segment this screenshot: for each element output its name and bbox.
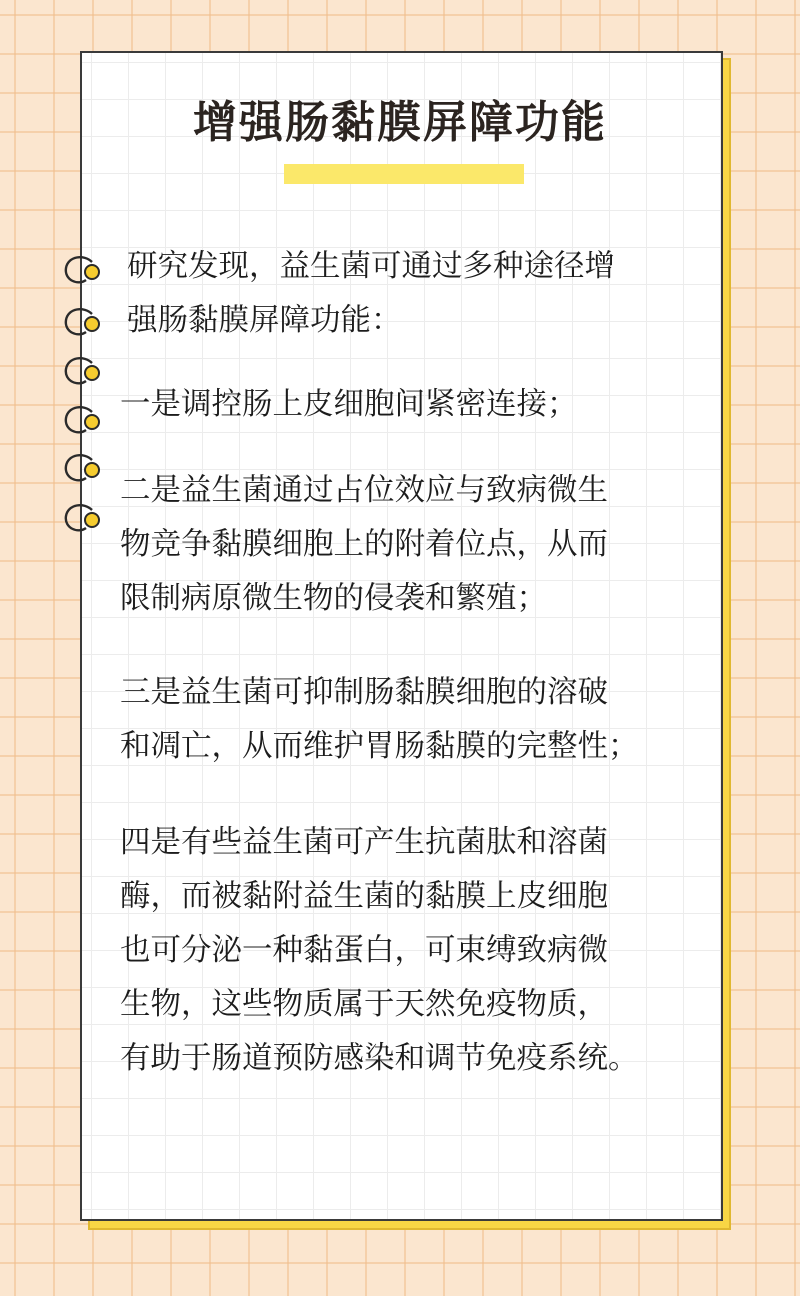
text-line: 二是益生菌通过占位效应与致病微生 bbox=[120, 473, 608, 508]
text-line: 也可分泌一种黏蛋白，可束缚致病微 bbox=[120, 933, 608, 968]
text-line: 限制病原微生物的侵袭和繁殖； bbox=[120, 581, 547, 616]
text-line: 一是调控肠上皮细胞间紧密连接； bbox=[120, 387, 578, 422]
text-line: 强肠黏膜屏障功能： bbox=[127, 303, 402, 338]
text-line: 物竞争黏膜细胞上的附着位点，从而 bbox=[120, 527, 608, 562]
page-title: 增强肠黏膜屏障功能 bbox=[193, 97, 607, 148]
title-highlight bbox=[284, 164, 524, 184]
point-three-paragraph bbox=[120, 666, 720, 774]
ring-icon bbox=[62, 500, 110, 536]
text-line: 三是益生菌可抑制肠黏膜细胞的溶破 bbox=[120, 675, 608, 710]
intro-paragraph bbox=[120, 240, 720, 348]
point-one-paragraph bbox=[120, 378, 720, 432]
text-line: 四是有些益生菌可产生抗菌肽和溶菌 bbox=[120, 825, 608, 860]
text-line: 研究发现，益生菌可通过多种途径增 bbox=[127, 249, 615, 284]
ring-icon bbox=[62, 353, 110, 389]
ring-icon bbox=[62, 402, 110, 438]
text-line: 和凋亡，从而维护胃肠黏膜的完整性； bbox=[120, 729, 639, 764]
point-two-paragraph bbox=[120, 464, 720, 626]
ring-icon bbox=[62, 450, 110, 486]
article-body bbox=[120, 240, 720, 1140]
binder-rings bbox=[62, 252, 110, 542]
text-line: 酶，而被黏附益生菌的黏膜上皮细胞 bbox=[120, 879, 608, 914]
text-line: 生物，这些物质属于天然免疫物质， bbox=[120, 987, 608, 1022]
ring-icon bbox=[62, 252, 110, 288]
text-line: 有助于肠道预防感染和调节免疫系统。 bbox=[120, 1041, 639, 1076]
ring-icon bbox=[62, 304, 110, 340]
point-four-paragraph bbox=[120, 816, 720, 1086]
